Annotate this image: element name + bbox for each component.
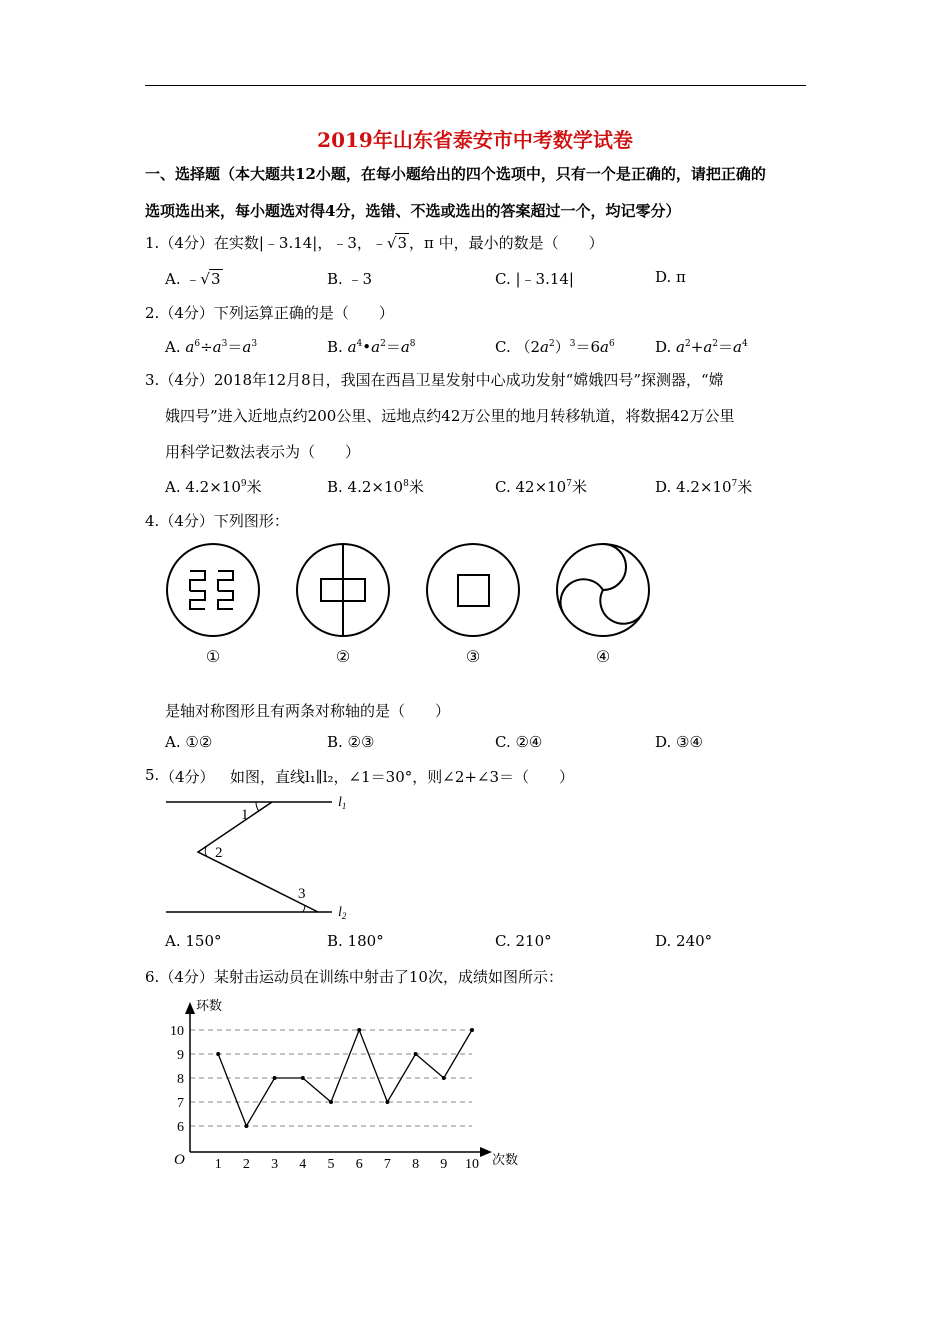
data-point	[385, 1100, 389, 1104]
q5-option-d[interactable]: D. 240°	[655, 932, 713, 950]
figure-1	[167, 544, 259, 636]
q4-option-c[interactable]: C. ②④	[495, 733, 543, 751]
q1-option-c[interactable]: C. |﹣3.14|	[495, 270, 574, 288]
angle-1-arc	[256, 802, 259, 811]
chart-grid	[190, 1030, 472, 1126]
q6-line-chart	[160, 992, 530, 1177]
y-tick-label: 7	[177, 1096, 184, 1111]
data-point	[244, 1124, 248, 1128]
x-tick-label: 3	[271, 1157, 279, 1172]
data-point	[357, 1028, 361, 1032]
data-point	[273, 1076, 277, 1080]
figure-2-label: ②	[335, 649, 351, 666]
x-tick-label: 5	[327, 1157, 335, 1172]
figure-1-label: ①	[205, 649, 221, 666]
q1-option-b[interactable]: B. ﹣3	[327, 270, 373, 288]
angle-3-label: 3	[298, 886, 306, 902]
x-axis-label: 次数	[492, 1152, 519, 1167]
q4-option-b[interactable]: B. ②③	[327, 733, 375, 751]
question-1: 1.（4分）在实数|﹣3.14|，﹣3，﹣√3 ，π 中，最小的数是（ ）	[145, 234, 604, 252]
question-3: 3.（4分）2018年12月8日，我国在西昌卫星发射中心成功发射“嫦娥四号”探测器，“嫦	[145, 371, 724, 389]
q3-option-b[interactable]: B. $4.2\times 10^8$米	[327, 478, 424, 496]
q2-option-b[interactable]: B. $a^4•a^2=a^8$	[327, 338, 416, 356]
q3-line2: 娥四号”进入近地点约200公里、远地点约42万公里的地月转移轨道，将数据42万公里	[165, 407, 735, 425]
q2-option-a[interactable]: A. $a^6\div a^3=a^3$	[165, 338, 258, 356]
question-2: 2.（4分）下列运算正确的是（ ）	[145, 304, 394, 322]
section-heading-line2: 选项选出来，每小题选对得4分，选错、不选或选出的答案超过一个，均记零分）	[145, 202, 681, 220]
angle-2-label: 2	[215, 845, 223, 861]
q1-option-a[interactable]: A. ﹣√3	[165, 270, 221, 288]
data-point	[329, 1100, 333, 1104]
q5-option-b[interactable]: B. 180°	[327, 932, 384, 950]
origin-label: O	[174, 1152, 185, 1168]
x-tick-label: 9	[440, 1157, 448, 1172]
angle-3-arc	[303, 906, 305, 913]
q3-option-c[interactable]: C. $42\times 10^7$米	[495, 478, 587, 496]
y-axis-arrow	[185, 1002, 195, 1014]
figure-4	[557, 544, 649, 636]
x-tick-label: 7	[383, 1157, 391, 1172]
x-tick-label: 8	[412, 1157, 420, 1172]
q3-option-a[interactable]: A. $4.2\times 10^9$米	[165, 478, 262, 496]
q4-question: 是轴对称图形且有两条对称轴的是（ ）	[165, 702, 451, 720]
exam-title: 2019年山东省泰安市中考数学试卷	[317, 128, 633, 152]
q4-option-d[interactable]: D. ③④	[655, 733, 703, 751]
figure-4-label: ④	[595, 649, 611, 666]
q4-figures	[158, 538, 668, 668]
q1-option-d[interactable]: D. π	[655, 268, 686, 286]
data-point	[470, 1028, 474, 1032]
question-5-score: （4分）	[160, 768, 215, 786]
x-tick-label: 2	[242, 1157, 250, 1172]
sqrt-symbol: √	[386, 234, 397, 252]
q4-option-a[interactable]: A. ①②	[165, 733, 213, 751]
l2-label: $l_2$	[338, 905, 347, 921]
data-point	[301, 1076, 305, 1080]
x-tick-label: 6	[355, 1157, 363, 1172]
q2-option-d[interactable]: D. $a^2+a^2=a^4$	[655, 338, 748, 356]
x-tick-label: 1	[214, 1157, 222, 1172]
y-tick-label: 6	[177, 1120, 184, 1135]
y-axis-label: 环数	[196, 998, 223, 1013]
figure-2	[297, 544, 389, 636]
x-tick-label: 10	[465, 1157, 479, 1172]
x-tick-label: 4	[299, 1157, 307, 1172]
header-rule	[145, 85, 806, 86]
q3-line3: 用科学记数法表示为（ ）	[165, 443, 361, 461]
question-5-stem: 如图，直线l₁∥l₂，∠1＝30°，则∠2+∠3＝（ ）	[230, 768, 575, 786]
q2-option-c[interactable]: C. $(2a^2)^3=6a^6$	[495, 338, 615, 356]
question-4: 4.（4分）下列图形：	[145, 512, 289, 530]
q5-option-c[interactable]: C. 210°	[495, 932, 552, 950]
l1-label: $l_1$	[338, 795, 347, 811]
figure-3-label: ③	[465, 649, 481, 666]
x-axis-arrow	[480, 1147, 492, 1157]
question-5: 5.	[145, 766, 160, 784]
data-point	[216, 1052, 220, 1056]
figure-3	[427, 544, 519, 636]
q3-option-d[interactable]: D. $4.2\times 10^7$米	[655, 478, 753, 496]
angle-2-arc	[205, 846, 207, 857]
angle-1-label: 1	[241, 807, 249, 823]
data-point	[442, 1076, 446, 1080]
q5-option-a[interactable]: A. 150°	[165, 932, 222, 950]
data-point	[414, 1052, 418, 1056]
q5-figure	[160, 790, 360, 925]
y-tick-label: 10	[170, 1024, 184, 1039]
y-tick-label: 8	[177, 1072, 184, 1087]
section-heading-line1: 一、选择题（本大题共12小题，在每小题给出的四个选项中，只有一个是正确的，请把正确的	[145, 165, 766, 183]
question-6: 6.（4分）某射击运动员在训练中射击了10次，成绩如图所示：	[145, 968, 563, 986]
y-tick-label: 9	[177, 1048, 184, 1063]
